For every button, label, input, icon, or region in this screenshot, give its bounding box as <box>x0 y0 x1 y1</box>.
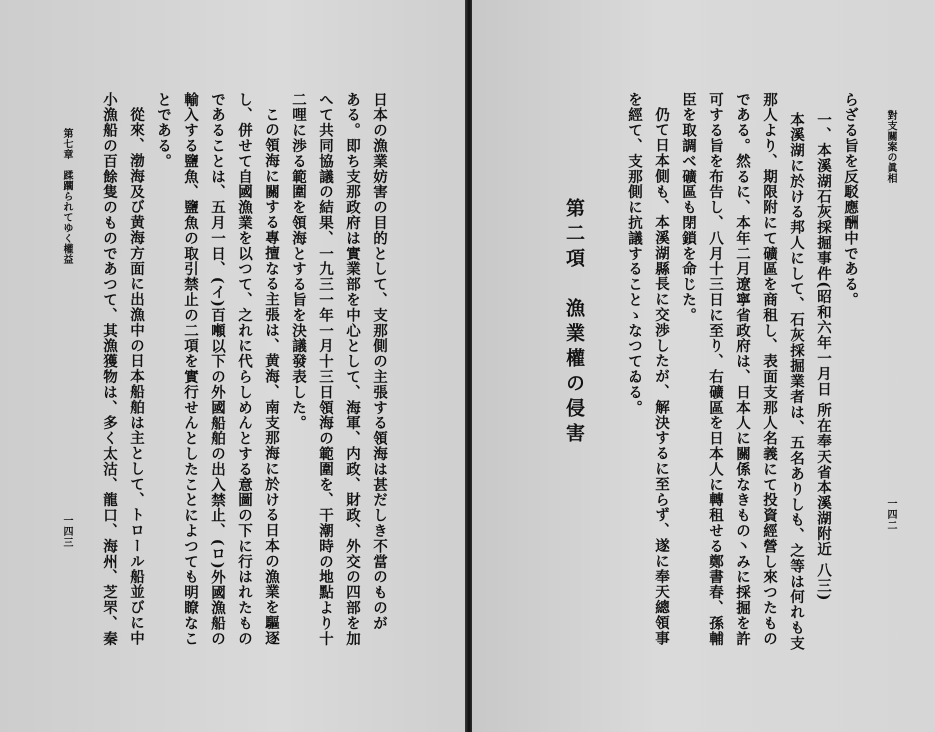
text-line: 日本の漁業妨害の目的として、支那側の主張する領海は甚だしき不當のものが <box>371 92 388 631</box>
right-page <box>472 0 935 732</box>
text-line: 一、本溪湖石灰採掘事件(昭和六年一月日 所在奉天省本溪湖附近 八三) <box>815 112 832 602</box>
text-line: 二哩に渉る範圍を領海とする旨を決議發表した。 <box>290 92 307 431</box>
text-line: この領海に關する專擅なる主張は、黄海、南支那海に於ける日本の漁業を驅逐 <box>263 107 280 646</box>
running-head: 對支關案の眞相 <box>885 110 896 184</box>
text-line: 從來、渤海及び黄海方面に出漁中の日本船舶は主として、トロール船並びに中 <box>128 107 145 646</box>
text-line: へて共同協議の結果、一九三一年一月十三日領海の範圍を、干潮時の地點より十 <box>317 92 334 647</box>
section-heading: 第二項 漁業權の侵害 <box>563 198 585 448</box>
page-number: 一四二 <box>885 498 896 531</box>
text-line: 輸入する鹽魚、鹽魚の取引禁止の二項を實行せんとしたことによつても明瞭なこ <box>182 92 199 647</box>
text-line: ある。即ち支那政府は實業部を中心として、海軍、内政、財政、外交の四部を加 <box>344 92 361 647</box>
text-line: 臣を取調べ礦區も閉鎖を命じた。 <box>680 92 697 323</box>
left-page <box>0 0 466 732</box>
text-line: であることは、五月一日、(イ)百噸以下の外國船舶の出入禁止、(ロ)外國漁船の <box>209 92 226 647</box>
text-line: し、併せて自國漁業を以つて、之れに代らしめんとする意圖の下に行はれたもの <box>236 92 253 647</box>
running-foot: 第七章 蹂躙られてゆく權益 <box>61 128 72 265</box>
text-line: である。然るに、本年二月遼寧省政府は、日本人に關係なきもの丶みに採掘を許 <box>734 92 751 647</box>
text-line: 本溪湖に於ける邦人にして、石灰採掘業者は、五名ありしも、之等は何れも支 <box>788 112 805 651</box>
text-line: 那人より、期限附にて礦區を商租し、表面支那人名義にて投資經營し來つたもの <box>761 92 778 647</box>
text-line: 小漁船の百餘隻のものであつて、其漁獲物は、多く太沽、龍口、海州、芝罘、秦 <box>101 92 118 647</box>
page-number: 一四三 <box>61 515 72 548</box>
text-line: らざる旨を反駁應酬中である。 <box>842 92 859 308</box>
text-line: 可する旨を布告し、八月十三日に至り、右礦區を日本人に轉租せる鄭書春、孫輔 <box>707 92 724 647</box>
text-line: とである。 <box>155 92 172 169</box>
text-line: を經て、支那側に抗議することゝなつてゐる。 <box>626 92 643 416</box>
text-line: 仍て日本側も、本溪湖縣長に交渉したが、解決するに至らず、遂に奉天總領事 <box>653 107 670 646</box>
